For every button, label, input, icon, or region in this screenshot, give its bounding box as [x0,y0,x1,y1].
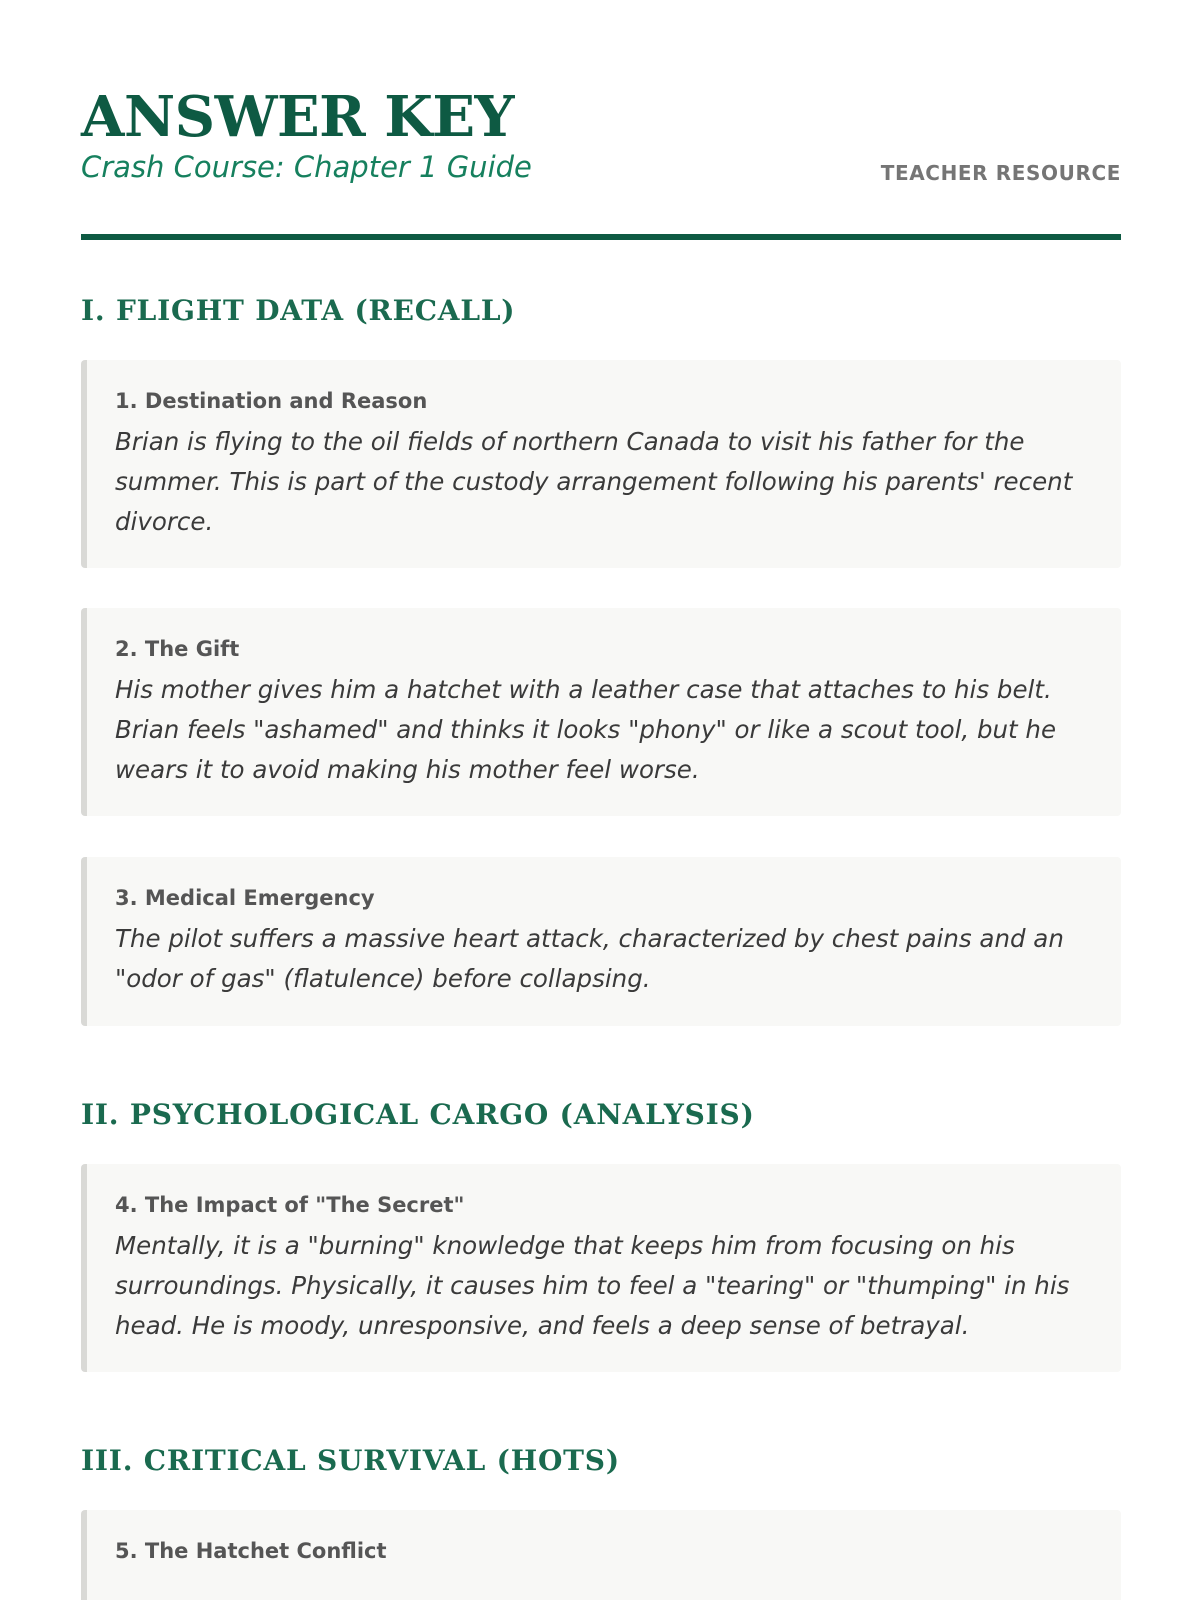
question-label: 3. Medical Emergency [115,886,375,910]
question-label: 2. The Gift [115,637,240,661]
page-subtitle: Crash Course: Chapter 1 Guide [81,150,532,184]
question-answer: His mother gives him a hatchet with a leather case that attaches to his belt. Brian feels "ashamed" and thinks it looks "phony" or like a scout tool, but he wears it to avoid making his mother feel worse. [115,675,1057,784]
question-label: 4. The Impact of "The Secret" [115,1193,465,1217]
header-divider [81,234,1121,240]
question-answer: The pilot suffers a massive heart attack, characterized by chest pains and an "odor of gas" (flatulence) before collapsing. [115,924,1064,993]
question-label: 5. The Hatchet Conflict [115,1539,387,1563]
question-answer: Mentally, it is a "burning" knowledge that keeps him from focusing on his surroundings. Physically, it causes him to feel a "tearing" or "thumping" in his head. He is moody, unresponsive, and feels a deep sense of betrayal. [115,1231,1070,1340]
resource-label: TEACHER RESOURCE [880,161,1121,185]
section-title-recall: I. FLIGHT DATA (RECALL) [81,294,516,327]
question-card-1 [81,360,1121,568]
section-title-analysis: II. PSYCHOLOGICAL CARGO (ANALYSIS) [81,1098,755,1131]
question-card-3 [81,857,1121,1026]
question-card-2 [81,608,1121,816]
answer-key-page [81,0,1121,1600]
question-answer: Brian is flying to the oil fields of northern Canada to visit his father for the summer. This is part of the custody arrangement following his parents' recent divorce. [115,427,1073,536]
page-title: ANSWER KEY [81,84,515,150]
page-header [81,80,1121,240]
question-card-5 [81,1510,1121,1600]
section-title-hots: III. CRITICAL SURVIVAL (HOTS) [81,1444,620,1477]
question-label: 1. Destination and Reason [115,389,428,413]
question-card-4 [81,1164,1121,1372]
